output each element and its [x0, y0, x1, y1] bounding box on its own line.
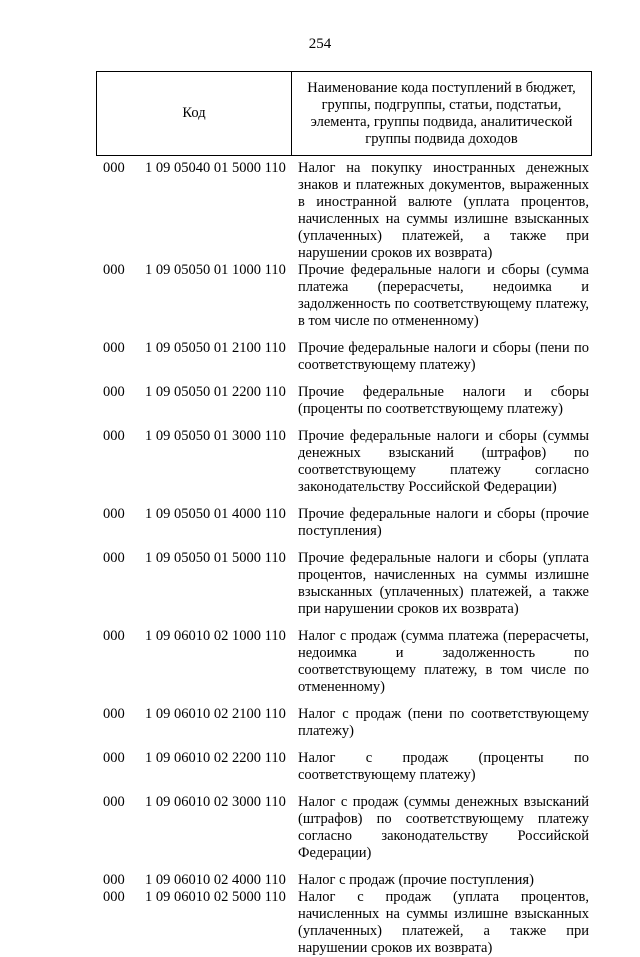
revenue-code: 1 09 06010 02 5000 110: [145, 889, 286, 905]
revenue-description: Налог с продаж (суммы денежных взысканий (штрафов) по соответствующему платежу согласно законодательству Российской Федерации): [298, 794, 589, 861]
admin-code: 000: [103, 160, 125, 176]
revenue-description: Налог с продаж (пени по соответствующему платежу): [298, 706, 589, 739]
revenue-description: Налог с продаж (прочие поступления): [298, 872, 534, 888]
revenue-description: Налог с продаж (уплата процентов, начисленных на суммы излишне взысканных (уплаченных) платежей, а также при нарушении сроков их возврата): [298, 889, 589, 956]
revenue-code: 1 09 06010 02 2100 110: [145, 706, 286, 722]
table-row: [103, 160, 589, 262]
table-row: [103, 628, 589, 696]
revenue-code: 1 09 05050 01 1000 110: [145, 262, 286, 278]
revenue-code: 1 09 06010 02 3000 110: [145, 794, 286, 810]
table-row: [103, 794, 589, 862]
table-row: [103, 340, 589, 374]
admin-code: 000: [103, 428, 125, 444]
admin-code: 000: [103, 262, 125, 278]
page-number: 254: [308, 36, 332, 52]
admin-code: 000: [103, 872, 125, 888]
admin-code: 000: [103, 506, 125, 522]
table-row: [103, 706, 589, 740]
revenue-code: 1 09 05050 01 3000 110: [145, 428, 286, 444]
revenue-description: Налог с продаж (проценты по соответствующему платежу): [298, 750, 589, 783]
revenue-code: 1 09 05050 01 4000 110: [145, 506, 286, 522]
name-column-header: Наименование кода поступлений в бюджет, группы, подгруппы, статьи, подстатьи, элемента, группы подвида, аналитической группы подвида доходов: [307, 79, 576, 147]
revenue-description: Налог на покупку иностранных денежных знаков и платежных документов, выраженных в иностранной валюте (уплата процентов, начисленных на суммы излишне взысканных (уплаченных) платежей, а также при нарушении сроков их возврата): [298, 160, 589, 261]
admin-code: 000: [103, 340, 125, 356]
table-row: [103, 872, 589, 889]
table-row: [103, 428, 589, 496]
revenue-code-list: [103, 160, 589, 957]
table-row: [103, 384, 589, 418]
admin-code: 000: [103, 889, 125, 905]
revenue-description: Прочие федеральные налоги и сборы (пени по соответствующему платежу): [298, 340, 589, 373]
revenue-code: 1 09 05050 01 5000 110: [145, 550, 286, 566]
table-row: [103, 550, 589, 618]
revenue-code: 1 09 05050 01 2200 110: [145, 384, 286, 400]
admin-code: 000: [103, 384, 125, 400]
revenue-description: Прочие федеральные налоги и сборы (сумма платежа (перерасчеты, недоимка и задолженность по соответствующему платежу, в том числе по отмененному): [298, 262, 589, 329]
revenue-code: 1 09 06010 02 4000 110: [145, 872, 286, 888]
table-row: [103, 506, 589, 540]
revenue-code: 1 09 06010 02 2200 110: [145, 750, 286, 766]
revenue-description: Прочие федеральные налоги и сборы (уплата процентов, начисленных на суммы излишне взысканных (уплаченных) платежей, а также при нарушении сроков их возврата): [298, 550, 589, 617]
revenue-code: 1 09 06010 02 1000 110: [145, 628, 286, 644]
revenue-code: 1 09 05050 01 2100 110: [145, 340, 286, 356]
admin-code: 000: [103, 550, 125, 566]
table-row: [103, 889, 589, 957]
admin-code: 000: [103, 750, 125, 766]
admin-code: 000: [103, 628, 125, 644]
code-column-header: Код: [97, 72, 292, 155]
table-row: [103, 262, 589, 330]
table-header: [96, 71, 592, 156]
revenue-description: Прочие федеральные налоги и сборы (проценты по соответствующему платежу): [298, 384, 589, 417]
revenue-code: 1 09 05040 01 5000 110: [145, 160, 286, 176]
revenue-description: Прочие федеральные налоги и сборы (прочие поступления): [298, 506, 589, 539]
revenue-description: Прочие федеральные налоги и сборы (суммы денежных взысканий (штрафов) по соответствующему платежу согласно законодательству Российской Федерации): [298, 428, 589, 495]
revenue-description: Налог с продаж (сумма платежа (перерасчеты, недоимка и задолженность по соответствующему платежу, в том числе по отмененному): [298, 628, 589, 695]
admin-code: 000: [103, 794, 125, 810]
admin-code: 000: [103, 706, 125, 722]
table-row: [103, 750, 589, 784]
